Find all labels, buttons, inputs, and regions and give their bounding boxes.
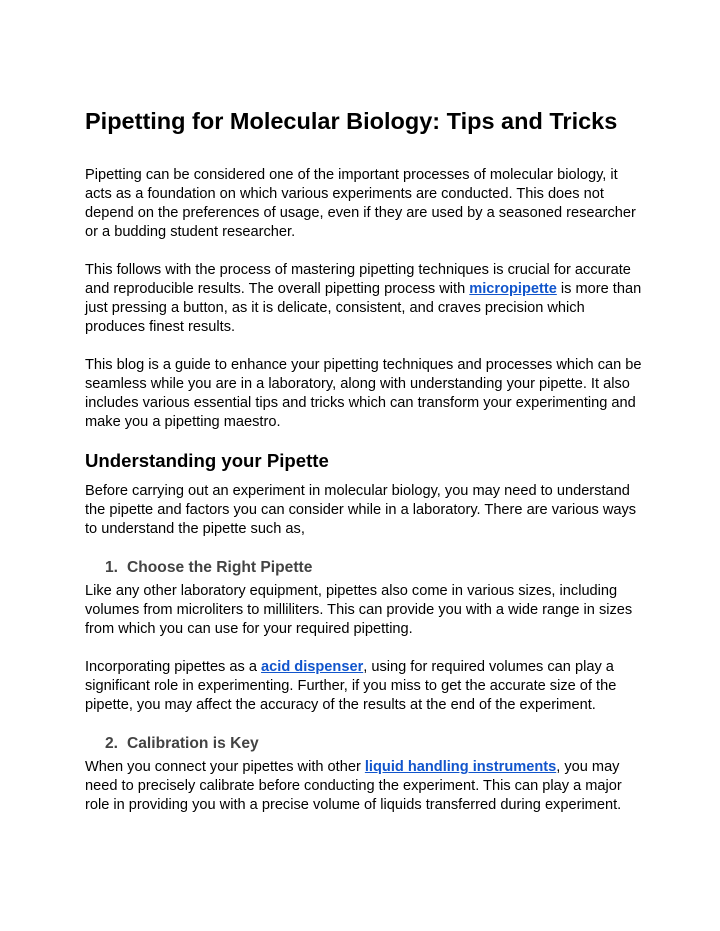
intro-paragraph-2 (85, 261, 645, 337)
list-number-2: 2. (105, 735, 119, 752)
item2-paragraph-1-text-before: When you connect your pipettes with other (85, 759, 365, 775)
item1-paragraph-2-text-after: , using for required volumes can play a significant role in experimenting. Further, if you miss to get the accurate size of the pipette, you may affect the accuracy of the results at the end of the experiment. (85, 659, 617, 713)
list-item-heading-1 (85, 557, 645, 579)
list-item-heading-2-text: Calibration is Key (127, 735, 259, 752)
micropipette-link[interactable]: micropipette (469, 281, 557, 297)
intro-paragraph-3: This blog is a guide to enhance your pipetting techniques and processes which can be seamless while you are in a laboratory, along with understanding your pipette. It also includes various essential tips and tricks which can transform your experimenting and make you a pipetting maestro. (85, 357, 642, 430)
list-number-1: 1. (105, 559, 119, 576)
list-item-heading-1-text: Choose the Right Pipette (127, 559, 313, 576)
section-paragraph-understanding: Before carrying out an experiment in molecular biology, you may need to understand the pipette and factors you can consider while in a laboratory. There are various ways to understand the pipette such as, (85, 483, 637, 537)
acid-dispenser-link[interactable]: acid dispenser (261, 659, 364, 675)
section-heading-understanding: Understanding your Pipette (85, 450, 329, 471)
item1-paragraph-2 (85, 658, 645, 715)
item1-paragraph-2-text-before: Incorporating pipettes as a (85, 659, 262, 675)
item1-paragraph-1: Like any other laboratory equipment, pipettes also come in various sizes, including volumes from microliters to milliliters. This can provide you with a wide range in sizes from which you can use for your required pipetting. (85, 583, 633, 637)
page-title: Pipetting for Molecular Biology: Tips and Tricks (85, 108, 618, 134)
intro-paragraph-2-text-after: is more than just pressing a button, as it is delicate, consistent, and craves precision which produces finest results. (85, 281, 642, 335)
list-item-heading-2 (85, 733, 645, 755)
document-page (85, 104, 645, 815)
intro-paragraph-1: Pipetting can be considered one of the important processes of molecular biology, it acts as a foundation on which various experiments are conducted. This does not depend on the preferences of usage, even if they are used by a seasoned researcher or a budding student researcher. (85, 167, 636, 240)
intro-paragraph-2-text-before: This follows with the process of mastering pipetting techniques is crucial for accurate and reproducible results. The overall pipetting process with (85, 262, 631, 297)
item2-paragraph-1-text-after: , you may need to precisely calibrate before conducting the experiment. This can play a major role in providing you with a precise volume of liquids transferred during experiment. (85, 759, 622, 813)
liquid-handling-instruments-link[interactable]: liquid handling instruments (364, 759, 557, 775)
item2-paragraph-1 (85, 758, 645, 815)
